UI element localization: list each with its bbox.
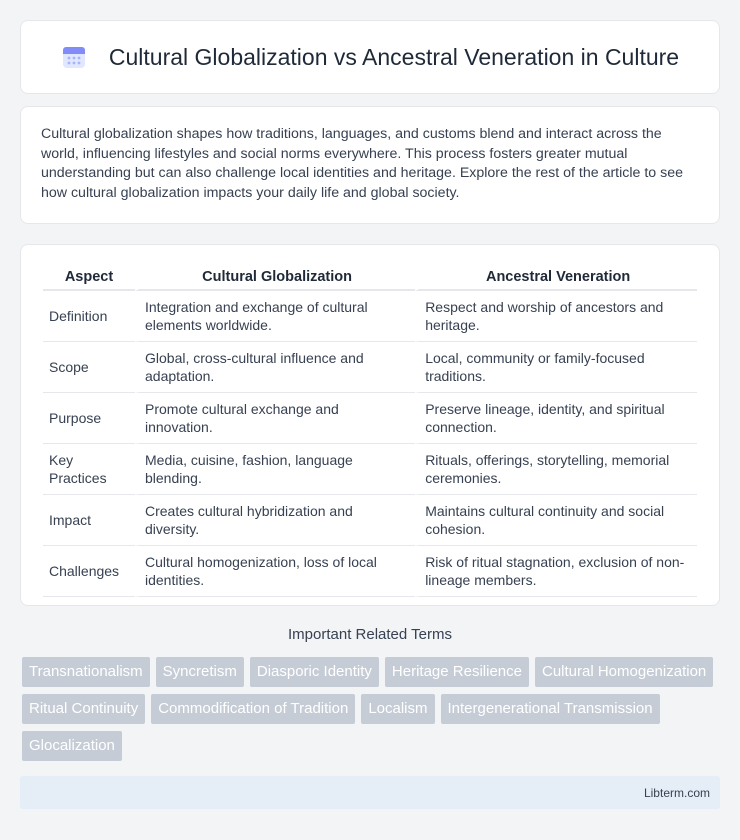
row-veneration-cell: Maintains cultural continuity and social cohesion.	[415, 495, 697, 546]
related-term-tag[interactable]: Intergenerational Transmission	[441, 694, 660, 724]
related-term-tag[interactable]: Localism	[361, 694, 434, 724]
header-card	[20, 20, 720, 94]
related-term-tag[interactable]: Diasporic Identity	[250, 657, 379, 687]
table-row	[43, 444, 697, 495]
header-cultural-globalization: Cultural Globalization	[135, 265, 415, 291]
related-terms-title: Important Related Terms	[288, 626, 452, 643]
table-row	[43, 393, 697, 444]
related-term-tag[interactable]: Glocalization	[22, 731, 122, 761]
row-globalization-cell: Promote cultural exchange and innovation.	[135, 393, 415, 444]
calendar-icon	[61, 44, 87, 70]
row-veneration-cell: Preserve lineage, identity, and spiritual connection.	[415, 393, 697, 444]
header-ancestral-veneration: Ancestral Veneration	[415, 265, 697, 291]
comparison-table	[43, 265, 697, 597]
row-globalization-cell: Global, cross-cultural influence and adaptation.	[135, 342, 415, 393]
row-globalization-cell: Integration and exchange of cultural elements worldwide.	[135, 291, 415, 342]
intro-card	[20, 106, 720, 224]
footer	[20, 776, 720, 809]
header-aspect: Aspect	[43, 265, 135, 291]
row-aspect: Key Practices	[43, 444, 135, 495]
row-globalization-cell: Creates cultural hybridization and diversity.	[135, 495, 415, 546]
row-veneration-cell: Rituals, offerings, storytelling, memorial ceremonies.	[415, 444, 697, 495]
row-aspect: Purpose	[43, 393, 135, 444]
row-globalization-cell: Cultural homogenization, loss of local identities.	[135, 546, 415, 597]
row-aspect: Impact	[43, 495, 135, 546]
table-row	[43, 495, 697, 546]
related-term-tag[interactable]: Syncretism	[156, 657, 244, 687]
table-row	[43, 546, 697, 597]
row-aspect: Challenges	[43, 546, 135, 597]
row-veneration-cell: Risk of ritual stagnation, exclusion of non-lineage members.	[415, 546, 697, 597]
related-term-tag[interactable]: Commodification of Tradition	[151, 694, 355, 724]
related-term-tag[interactable]: Cultural Homogenization	[535, 657, 713, 687]
footer-brand-link[interactable]: Libterm.com	[643, 786, 710, 800]
related-term-tag[interactable]: Ritual Continuity	[22, 694, 145, 724]
row-aspect: Scope	[43, 342, 135, 393]
page-title: Cultural Globalization vs Ancestral Veneration in Culture	[108, 43, 680, 70]
row-globalization-cell: Media, cuisine, fashion, language blending.	[135, 444, 415, 495]
table-header-row	[43, 265, 697, 291]
related-terms-list	[22, 657, 722, 768]
table-row	[43, 291, 697, 342]
table-row	[43, 342, 697, 393]
intro-text: Cultural globalization shapes how traditions, languages, and customs blend and interact across the world, influencing lifestyles and social norms everywhere. This process fosters greater mutual understanding but can also challenge local identities and heritage. Explore the rest of the article to see how cultural globalization impacts your daily life and global society.	[41, 126, 683, 201]
comparison-table-card	[20, 244, 720, 606]
row-veneration-cell: Local, community or family-focused traditions.	[415, 342, 697, 393]
related-term-tag[interactable]: Heritage Resilience	[385, 657, 529, 687]
row-veneration-cell: Respect and worship of ancestors and heritage.	[415, 291, 697, 342]
related-term-tag[interactable]: Transnationalism	[22, 657, 150, 687]
row-aspect: Definition	[43, 291, 135, 342]
